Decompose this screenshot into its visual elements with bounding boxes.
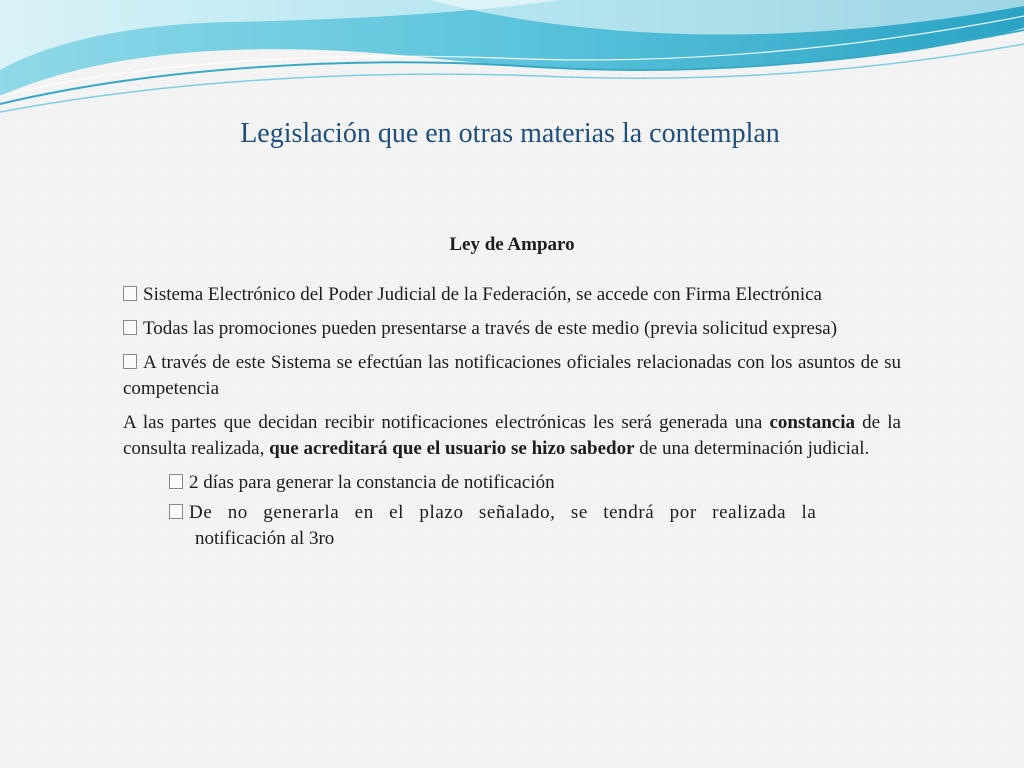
sub-bullet-text: 2 días para generar la constancia de notificación bbox=[189, 472, 555, 493]
paragraph-bold-text: constancia bbox=[769, 412, 855, 433]
paragraph-text: A las partes que decidan recibir notificaciones electrónicas les será generada una bbox=[123, 412, 770, 433]
paragraph-text: de una determinación judicial. bbox=[634, 438, 870, 459]
notification-paragraph bbox=[123, 410, 901, 462]
bullet-text: Sistema Electrónico del Poder Judicial de la Federación, se accede con Firma Electrónica bbox=[143, 284, 822, 305]
sub-bullet-item bbox=[169, 470, 901, 496]
bullet-text: A través de este Sistema se efectúan las notificaciones oficiales relacionadas con los asuntos de su competencia bbox=[123, 352, 901, 399]
paragraph-text: de la consulta realizada, bbox=[123, 412, 901, 459]
bullet-item bbox=[123, 316, 901, 342]
bullet-box-icon bbox=[169, 504, 183, 519]
section-title: Ley de Amparo bbox=[449, 234, 575, 255]
sub-bullet-text: De no generarla en el plazo señalado, se tendrá por realizada la bbox=[189, 502, 817, 523]
bullet-box-icon bbox=[123, 286, 137, 301]
bullet-item bbox=[123, 282, 901, 308]
bullet-box-icon bbox=[169, 474, 183, 489]
slide-content bbox=[123, 232, 901, 556]
paragraph-bold-text: que acreditará que el usuario se hizo sabedor bbox=[269, 438, 635, 459]
sub-bullet-list bbox=[123, 470, 901, 552]
bullet-text: Todas las promociones pueden presentarse a través de este medio (previa solicitud expresa) bbox=[143, 318, 838, 339]
bullet-box-icon bbox=[123, 354, 137, 369]
header-wave-decoration bbox=[0, 0, 1024, 120]
bullet-item bbox=[123, 350, 901, 402]
slide-title: Legislación que en otras materias la contemplan bbox=[240, 118, 780, 149]
bullet-box-icon bbox=[123, 320, 137, 335]
sub-bullet-item bbox=[169, 500, 901, 552]
sub-bullet-text-continued: notificación al 3ro bbox=[195, 528, 335, 549]
